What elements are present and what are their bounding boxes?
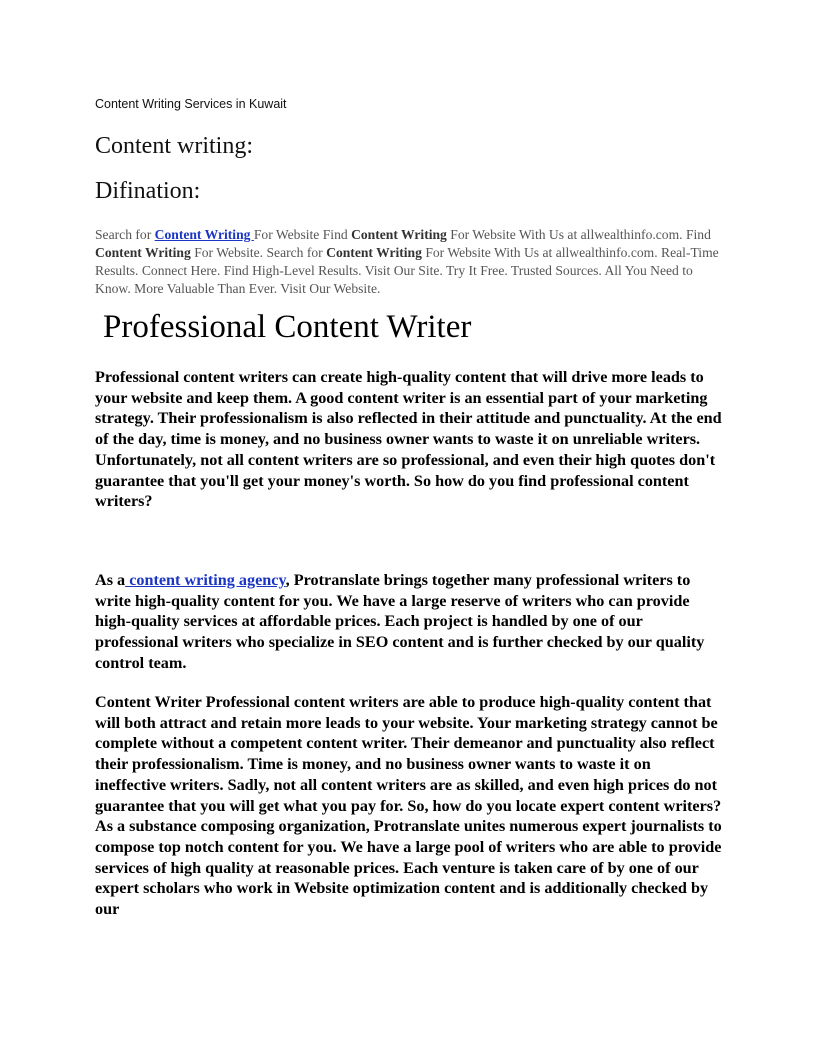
search-text-2: For Website Find xyxy=(253,227,352,242)
search-bold-2: Content Writing xyxy=(95,245,191,260)
header-line: Content Writing Services in Kuwait xyxy=(95,97,287,111)
search-paragraph xyxy=(95,226,725,298)
search-text-5: For Website With Us at allwealthinfo.com. Real-Time Results. Connect Here. Find High-Level Results. Visit Our Site. Try It Free. Trusted Sources. All You Need to Know. More Valuable Than Ever. Visit Our Website. xyxy=(95,245,719,296)
search-bold-3: Content Writing xyxy=(326,245,422,260)
search-bold-1: Content Writing xyxy=(351,227,447,242)
heading-definition: Difination: xyxy=(95,178,201,204)
paragraph-agency xyxy=(95,570,725,674)
main-title: Professional Content Writer xyxy=(103,309,472,345)
heading-content-writing: Content writing: xyxy=(95,133,253,159)
agency-prefix: As a xyxy=(95,571,126,589)
search-text-4: For Website. Search for xyxy=(190,245,327,260)
content-writing-link[interactable]: Content Writing xyxy=(154,227,254,242)
search-text-3: For Website With Us at allwealthinfo.com. Find xyxy=(446,227,711,242)
paragraph-content-writer: Content Writer Professional content writers are able to produce high-quality content that will both attract and retain more leads to your website. Your marketing strategy cannot be complete without a competent content writer. Their demeanor and punctuality also reflect their professionalism. Time is money, and no business owner wants to waste it on ineffective writers. Sadly, not all content writers are as skilled, and even high prices do not guarantee that you will get what you pay for. So, how do you locate expert content writers?As a substance composing organization, Protranslate unites numerous expert journalists to compose top notch content for you. We have a large pool of writers who are able to provide services of high quality at reasonable prices. Each venture is taken care of by one of our expert scholars who work in Website optimization content and is additionally checked by our xyxy=(95,693,722,919)
content-writing-agency-link[interactable]: content writing agency xyxy=(125,571,286,589)
paragraph-professional-writers: Professional content writers can create high-quality content that will drive more leads to your website and keep them. A good content writer is an essential part of your marketing strategy. Their professionalism is also reflected in their attitude and punctuality. At the end of the day, time is money, and no business owner wants to waste it on unreliable writers. Unfortunately, not all content writers are so professional, and even their high quotes don't guarantee that you'll get your money's worth. So how do you find professional content writers? xyxy=(95,368,722,511)
search-text-1: Search for xyxy=(95,227,155,242)
agency-rest: , Protranslate brings together many professional writers to write high-quality content for you. We have a large reserve of writers who can provide high-quality services at affordable prices. Each project is handled by one of our professional writers who specialize in SEO content and is further checked by our quality control team. xyxy=(95,571,705,672)
